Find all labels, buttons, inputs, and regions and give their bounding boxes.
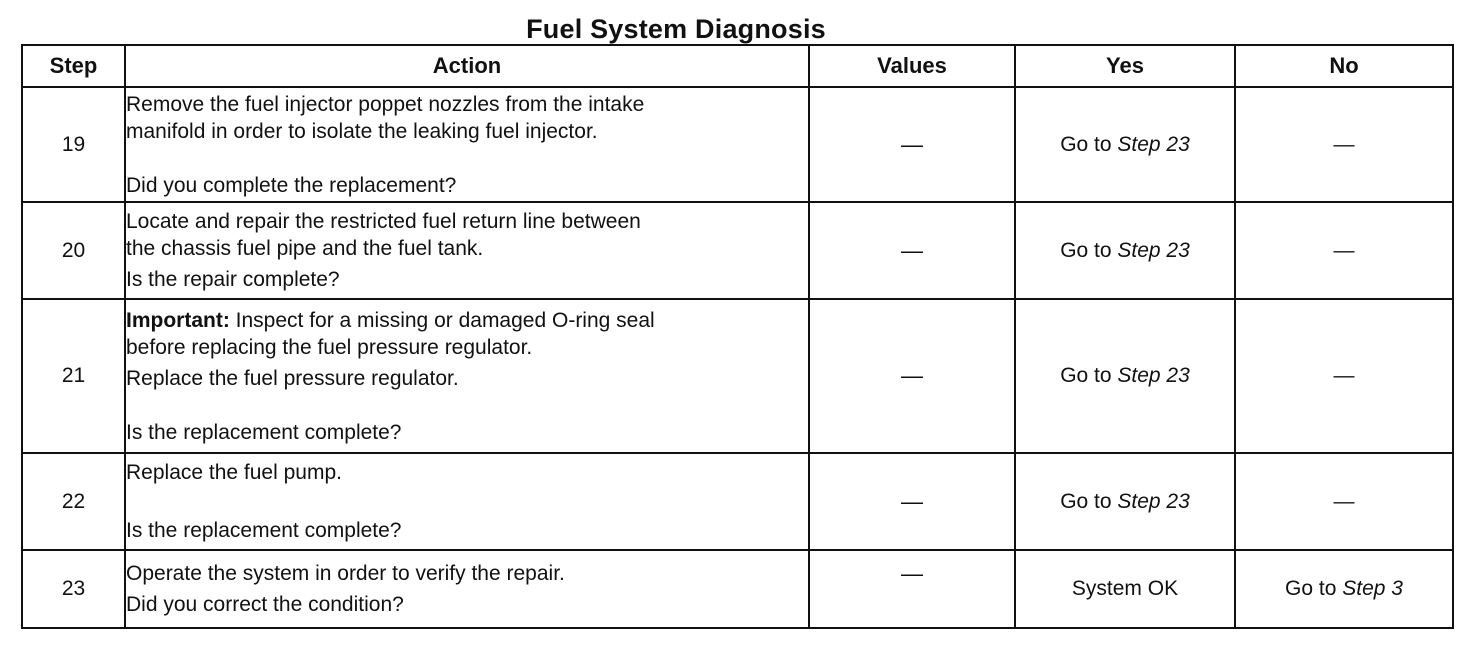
action-text — [126, 307, 808, 334]
action-cell — [125, 453, 809, 550]
no-cell: — — [1235, 299, 1453, 453]
values-cell: — — [809, 202, 1015, 299]
diagnosis-table — [21, 44, 1454, 629]
action-text: Operate the system in order to verify the repair. — [126, 562, 565, 585]
header-yes: Yes — [1015, 45, 1235, 87]
values-cell: — — [809, 87, 1015, 202]
yes-cell: System OK — [1015, 550, 1235, 628]
action-cell — [125, 202, 809, 299]
yes-cell — [1015, 87, 1235, 202]
action-question: Did you complete the replacement? — [126, 173, 457, 197]
action-question: Is the replacement complete? — [126, 519, 402, 542]
step-number: 22 — [22, 453, 125, 550]
values-cell: — — [809, 453, 1015, 550]
header-values: Values — [809, 45, 1015, 87]
table-row — [22, 87, 1453, 202]
page-title: Fuel System Diagnosis — [526, 14, 826, 44]
action-text: Remove the fuel injector poppet nozzles from the intake — [126, 92, 645, 116]
step-number: 19 — [22, 87, 125, 202]
action-text: manifold in order to isolate the leaking fuel injector. — [126, 119, 598, 143]
step-number: 20 — [22, 202, 125, 299]
action-text: Replace the fuel pressure regulator. — [126, 366, 459, 390]
table-header-row — [22, 45, 1453, 87]
step-number: 23 — [22, 550, 125, 628]
table-row — [22, 453, 1453, 550]
yes-cell — [1015, 202, 1235, 299]
yes-cell — [1015, 453, 1235, 550]
header-action: Action — [125, 45, 809, 87]
step-reference: Step 23 — [1117, 132, 1190, 156]
yes-prefix: Go to — [1060, 132, 1118, 156]
step-reference: Step 23 — [1117, 364, 1190, 387]
no-cell — [1235, 550, 1453, 628]
action-cell — [125, 299, 809, 453]
action-text: Replace the fuel pump. — [126, 461, 342, 484]
action-text: Locate and repair the restricted fuel return line between — [126, 210, 641, 233]
step-reference: Step 23 — [1117, 238, 1190, 262]
no-cell: — — [1235, 202, 1453, 299]
table-row — [22, 202, 1453, 299]
action-text: before replacing the fuel pressure regulator. — [126, 335, 533, 359]
action-cell — [125, 550, 809, 628]
table-row — [22, 299, 1453, 453]
values-cell: — — [809, 550, 1015, 628]
important-label: Important: — [126, 308, 230, 332]
important-text: Inspect for a missing or damaged O-ring seal — [229, 308, 655, 332]
action-text: the chassis fuel pipe and the fuel tank. — [126, 237, 484, 260]
yes-prefix: Go to — [1060, 238, 1118, 262]
table-row — [22, 550, 1453, 628]
yes-cell — [1015, 299, 1235, 453]
values-cell: — — [809, 299, 1015, 453]
header-no: No — [1235, 45, 1453, 87]
step-reference: Step 23 — [1117, 489, 1190, 513]
step-reference: Step 3 — [1342, 577, 1403, 600]
step-number: 21 — [22, 299, 125, 453]
action-question: Is the replacement complete? — [126, 420, 402, 444]
action-cell — [125, 87, 809, 202]
no-cell: — — [1235, 87, 1453, 202]
action-question: Is the repair complete? — [126, 268, 340, 291]
header-step: Step — [22, 45, 125, 87]
no-prefix: Go to — [1285, 577, 1343, 600]
action-question: Did you correct the condition? — [126, 593, 404, 616]
yes-prefix: Go to — [1060, 489, 1118, 513]
yes-prefix: Go to — [1060, 364, 1118, 387]
no-cell: — — [1235, 453, 1453, 550]
